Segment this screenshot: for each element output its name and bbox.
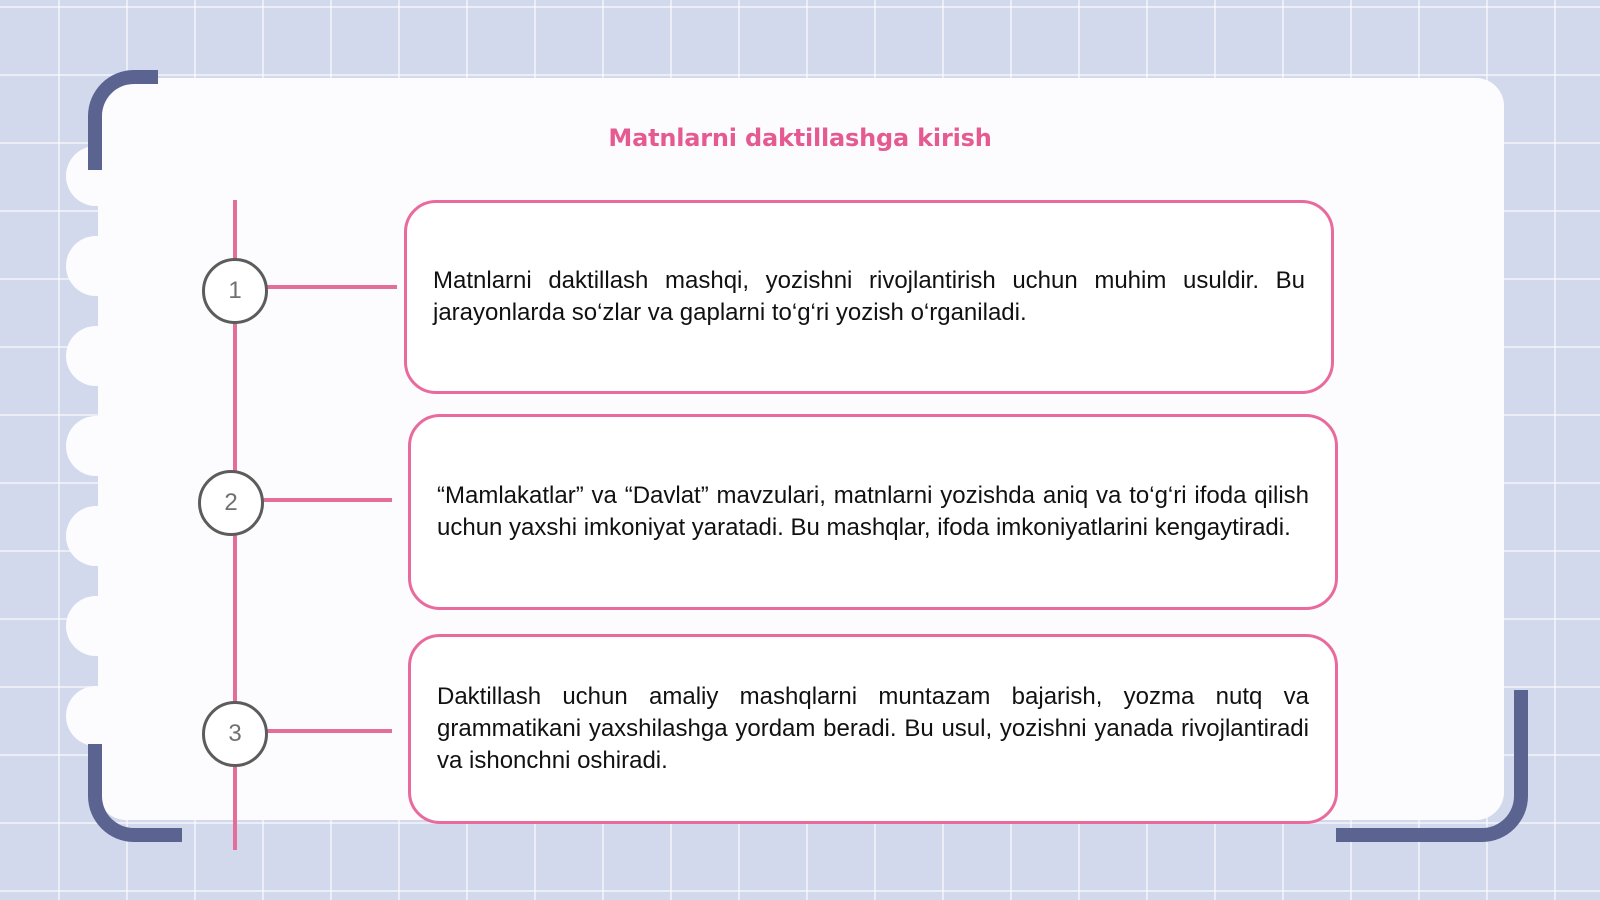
step-number-2: 2 bbox=[198, 470, 264, 536]
bracket-top-left bbox=[88, 70, 158, 170]
card-scallop bbox=[66, 686, 126, 746]
card-scallop bbox=[66, 506, 126, 566]
step-box-3 bbox=[408, 634, 1338, 824]
step-number-1: 1 bbox=[202, 258, 268, 324]
step-box-2 bbox=[408, 414, 1338, 610]
card-scallop bbox=[66, 236, 126, 296]
card-scallop bbox=[66, 326, 126, 386]
bracket-bottom-right bbox=[1336, 690, 1528, 842]
timeline-connector bbox=[265, 285, 397, 289]
timeline-connector bbox=[266, 729, 392, 733]
slide-title: Matnlarni daktillashga kirish bbox=[608, 124, 992, 152]
step-text-1: Matnlarni daktillash mashqi, yozishni rivojlantirish uchun muhim usuldir. Bu jarayonlarda so‘zlar va gaplarni to‘g‘ri yozish o‘rganiladi. bbox=[433, 267, 1305, 326]
step-text-3: Daktillash uchun amaliy mashqlarni muntazam bajarish, yozma nutq va grammatikani yaxshilashga yordam beradi. Bu usul, yozishni yanada rivojlantiradi va ishonchni oshiradi. bbox=[437, 683, 1309, 774]
step-number-3: 3 bbox=[202, 701, 268, 767]
card-scallop bbox=[66, 416, 126, 476]
step-box-1 bbox=[404, 200, 1334, 394]
bracket-bottom-left bbox=[88, 744, 182, 842]
step-text-2: “Mamlakatlar” va “Davlat” mavzulari, matnlarni yozishda aniq va to‘g‘ri ifoda qilish uchun yaxshi imkoniyat yaratadi. Bu mashqlar, ifoda imkoniyatlarini kengaytiradi. bbox=[437, 482, 1309, 541]
card-scallop bbox=[66, 596, 126, 656]
timeline-connector bbox=[262, 498, 392, 502]
